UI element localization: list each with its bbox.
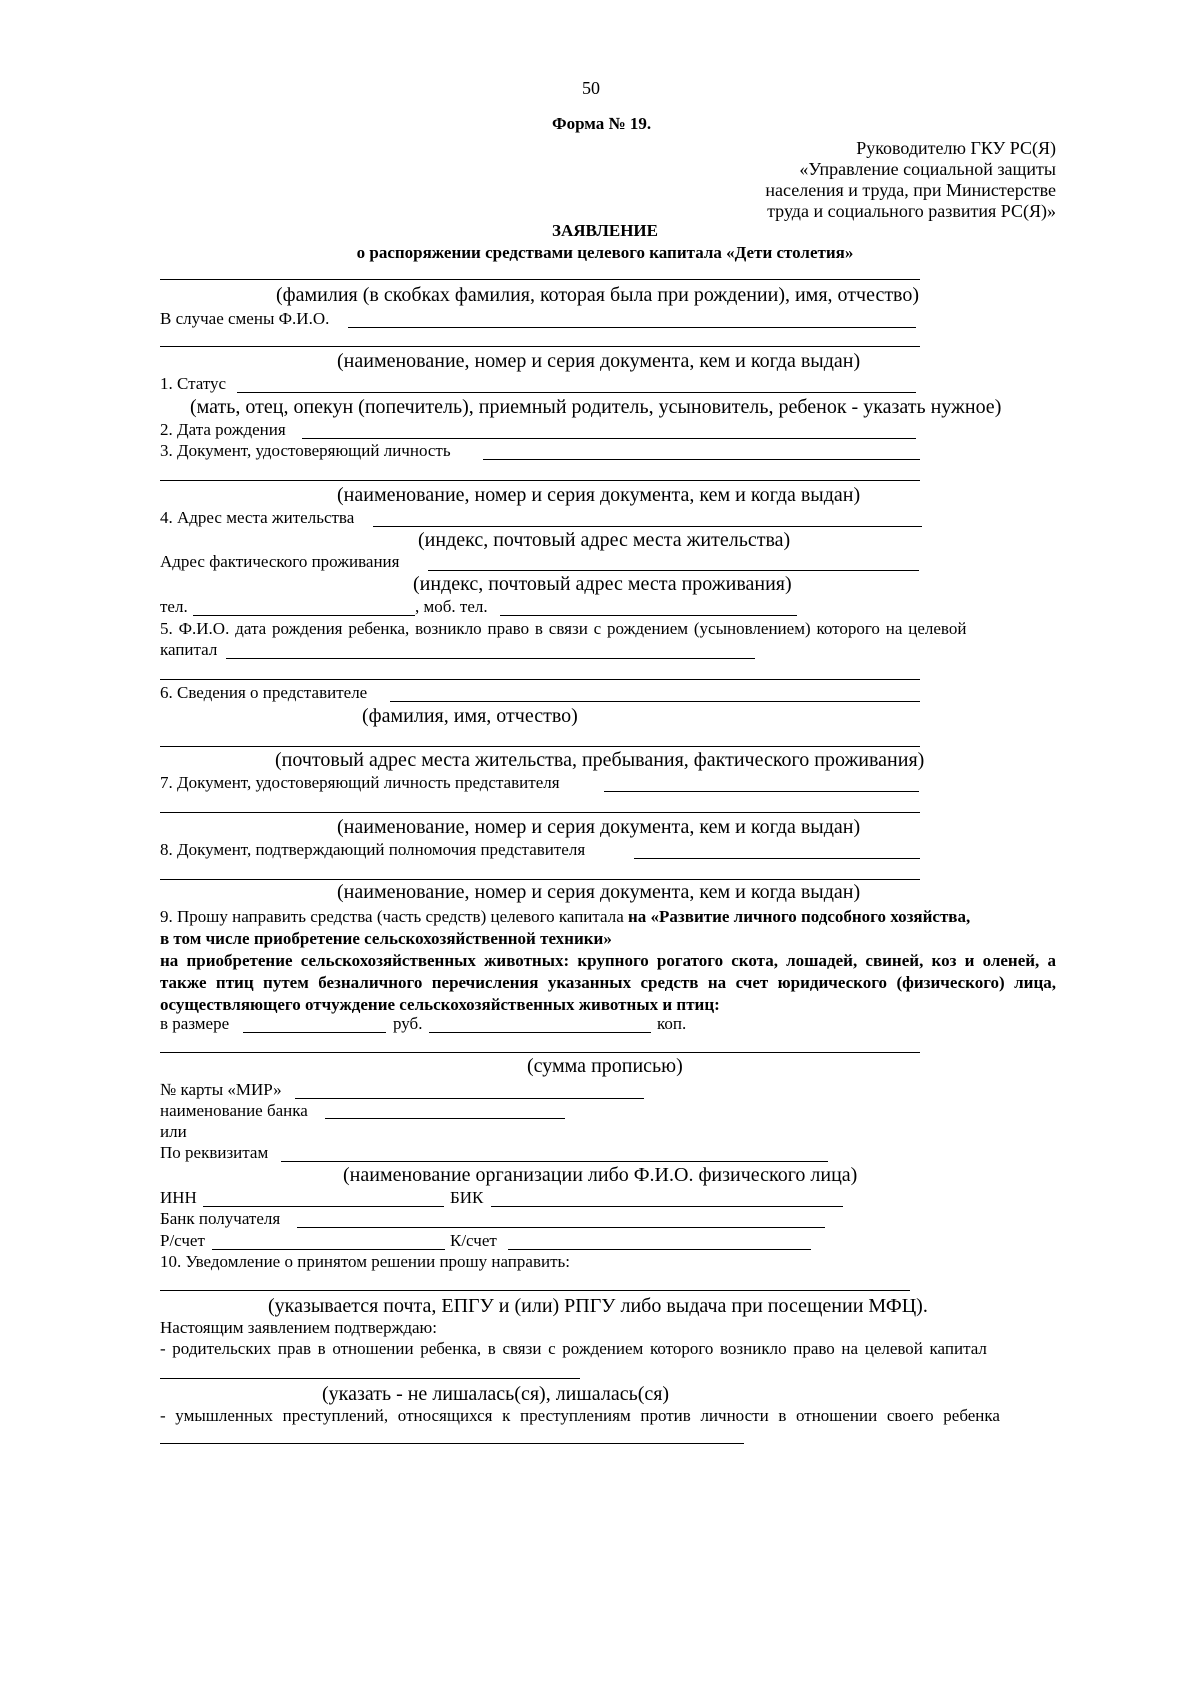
bank-recipient-field[interactable] [297,1227,825,1228]
crimes-label: - умышленных преступлений, относящихся к преступлениям против личности в отношении своего ребенка [160,1406,1000,1425]
doc-hint: (наименование, номер и серия документа, кем и когда выдан) [337,484,861,506]
bik-field[interactable] [491,1206,843,1207]
parental-rights-field[interactable] [160,1378,580,1379]
identity-doc-field-2[interactable] [160,480,920,481]
rights-hint: (указать - не лишалась(ся), лишалась(ся) [322,1383,670,1405]
document-title: ЗАЯВЛЕНИЕ [551,221,658,240]
child-fio-label-2: капитал [160,640,218,659]
rep-address-field[interactable] [160,746,920,747]
identity-doc-field[interactable] [483,459,920,460]
requisites-label: По реквизитам [160,1143,269,1162]
status-hint: (мать, отец, опекун (попечитель), приемный родитель, усыновитель, ребенок - указать нужное) [190,396,1002,418]
birth-date-label: 2. Дата рождения [160,420,286,439]
notify-hint: (указывается почта, ЕПГУ и (или) РПГУ либо выдача при посещении МФЦ). [268,1295,928,1317]
request-text-bold: на приобретение сельскохозяйственных животных: крупного рогатого скота, лошадей, свиней, коз и оленей, а также птиц путем безналичного перечисления указанных средств на счет юридического (физического) лица, осуществляющего отчуждение сельскохозяйственных животных и птиц: [160,951,1056,1014]
rep-identity-field-2[interactable] [160,812,920,813]
requisites-field[interactable] [281,1161,828,1162]
rep-authority-field[interactable] [634,858,920,859]
mob-tel-label: , моб. тел. [415,597,488,616]
request-paragraph [160,906,1056,1016]
bank-name-field[interactable] [325,1118,565,1119]
request-text-bold: в том числе приобретение сельскохозяйственной техники» [160,929,612,948]
child-fio-label: 5. Ф.И.О. дата рождения ребенка, возникло право в связи с рождением (усыновлением) которого на целевой [160,619,967,638]
addressee-line: населения и труда, при Министерстве [765,180,1056,200]
address-reg-field[interactable] [373,526,922,527]
status-field[interactable] [237,392,916,393]
bik-label: БИК [450,1188,484,1207]
request-text: 9. Прошу направить средства (часть средств) целевого капитала [160,907,624,926]
rep-identity-label: 7. Документ, удостоверяющий личность представителя [160,773,560,792]
tel-field[interactable] [193,615,415,616]
rep-authority-label: 8. Документ, подтверждающий полномочия представителя [160,840,586,859]
rep-info-label: 6. Сведения о представителе [160,683,368,702]
status-label: 1. Статус [160,374,227,393]
inn-field[interactable] [203,1206,444,1207]
amount-rub-field[interactable] [243,1032,386,1033]
fio-change-doc-field[interactable] [160,346,920,347]
rep-address-hint: (почтовый адрес места жительства, пребывания, фактического проживания) [275,749,925,771]
amount-label: в размере [160,1014,230,1033]
bank-name-label: наименование банка [160,1101,308,1120]
addressee-line: труда и социального развития РС(Я)» [767,201,1056,221]
doc-hint: (наименование, номер и серия документа, кем и когда выдан) [337,350,861,372]
corr-account-label: К/счет [450,1231,497,1250]
fio-hint: (фамилия (в скобках фамилия, которая была при рождении), имя, отчество) [276,284,920,306]
notify-label: 10. Уведомление о принятом решении прошу направить: [160,1252,570,1271]
crimes-field[interactable] [160,1443,744,1444]
child-fio-field[interactable] [226,658,755,659]
org-hint: (наименование организации либо Ф.И.О. физического лица) [343,1164,858,1186]
address-fact-label: Адрес фактического проживания [160,552,400,571]
inn-label: ИНН [160,1188,197,1207]
sum-words-field[interactable] [160,1052,920,1053]
fio-field[interactable] [160,279,920,280]
identity-doc-label: 3. Документ, удостоверяющий личность [160,441,451,460]
or-label: или [160,1122,187,1141]
addressee-line: Руководителю ГКУ РС(Я) [856,138,1056,158]
address-fact-field[interactable] [428,570,919,571]
rub-label: руб. [393,1014,423,1033]
address-reg-hint: (индекс, почтовый адрес места жительства) [418,529,791,551]
sum-words-hint: (сумма прописью) [527,1055,683,1077]
fio-change-field[interactable] [348,327,916,328]
child-fio-field-2[interactable] [160,679,920,680]
doc-hint: (наименование, номер и серия документа, кем и когда выдан) [337,816,861,838]
fio-change-label: В случае смены Ф.И.О. [160,309,330,328]
document-subtitle: о распоряжении средствами целевого капитала «Дети столетия» [356,243,854,262]
kop-label: коп. [657,1014,687,1033]
confirm-label: Настоящим заявлением подтверждаю: [160,1318,437,1337]
rep-identity-field[interactable] [604,791,919,792]
amount-kop-field[interactable] [429,1032,651,1033]
bank-recipient-label: Банк получателя [160,1209,281,1228]
address-reg-label: 4. Адрес места жительства [160,508,355,527]
notify-field[interactable] [160,1290,910,1291]
rep-authority-field-2[interactable] [160,879,920,880]
mir-card-label: № карты «МИР» [160,1080,282,1099]
tel-label: тел. [160,597,188,616]
mir-card-field[interactable] [295,1098,644,1099]
page-number: 50 [582,78,600,98]
rep-info-field[interactable] [390,701,920,702]
rep-fio-hint: (фамилия, имя, отчество) [362,705,578,727]
form-number: Форма № 19. [552,114,652,133]
mob-tel-field[interactable] [500,615,797,616]
addressee-line: «Управление социальной защиты [799,159,1056,179]
request-text-bold: на «Развитие личного подсобного хозяйства, [623,907,971,926]
doc-hint: (наименование, номер и серия документа, кем и когда выдан) [337,881,861,903]
account-label: Р/счет [160,1231,205,1250]
parental-rights-label: - родительских прав в отношении ребенка, в связи с рождением которого возникло право на целевой капитал [160,1339,987,1358]
account-field[interactable] [212,1249,445,1250]
corr-account-field[interactable] [508,1249,811,1250]
address-fact-hint: (индекс, почтовый адрес места проживания) [413,573,792,595]
birth-date-field[interactable] [302,438,916,439]
